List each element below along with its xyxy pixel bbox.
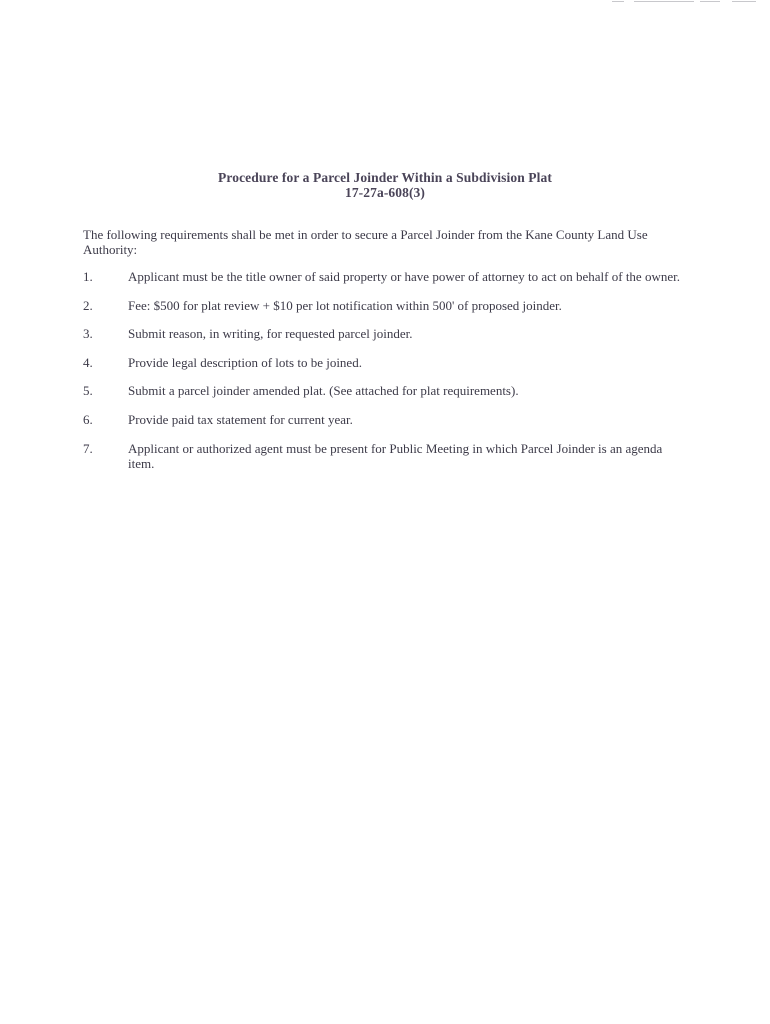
document-title xyxy=(0,170,770,200)
item-text: Applicant or authorized agent must be present for Public Meeting in which Parcel Joinder is an agenda item. xyxy=(128,440,663,471)
item-text: Fee: $500 for plat review + $10 per lot notification within 500' of proposed joinder. xyxy=(128,297,562,313)
item-text: Provide legal description of lots to be joined. xyxy=(128,354,362,370)
item-number: 4. xyxy=(83,354,93,370)
intro-paragraph: The following requirements shall be met in order to secure a Parcel Joinder from the Kane County Land Use Authority: xyxy=(83,227,648,257)
item-number: 5. xyxy=(83,383,93,399)
list-item xyxy=(83,383,683,398)
item-text: Provide paid tax statement for current year. xyxy=(128,411,353,427)
item-number: 2. xyxy=(83,297,93,313)
requirements-list xyxy=(83,269,683,484)
list-item xyxy=(83,355,683,370)
item-text: Submit a parcel joinder amended plat. (See attached for plat requirements). xyxy=(128,383,519,399)
title-line-2: 17-27a-608(3) xyxy=(344,185,426,200)
item-number: 3. xyxy=(83,326,93,342)
item-number: 1. xyxy=(83,269,93,284)
list-item xyxy=(83,298,683,313)
item-text: Submit reason, in writing, for requested parcel joinder. xyxy=(128,326,413,342)
item-text: Applicant must be the title owner of said property or have power of attorney to act on behalf of the owner. xyxy=(128,269,680,284)
list-item xyxy=(83,441,683,471)
list-item xyxy=(83,326,683,341)
title-line-1: Procedure for a Parcel Joinder Within a Subdivision Plat xyxy=(218,170,552,185)
item-number: 7. xyxy=(83,440,93,456)
scan-artifact xyxy=(612,0,762,3)
list-item xyxy=(83,269,683,284)
list-item xyxy=(83,412,683,427)
item-number: 6. xyxy=(83,411,93,427)
